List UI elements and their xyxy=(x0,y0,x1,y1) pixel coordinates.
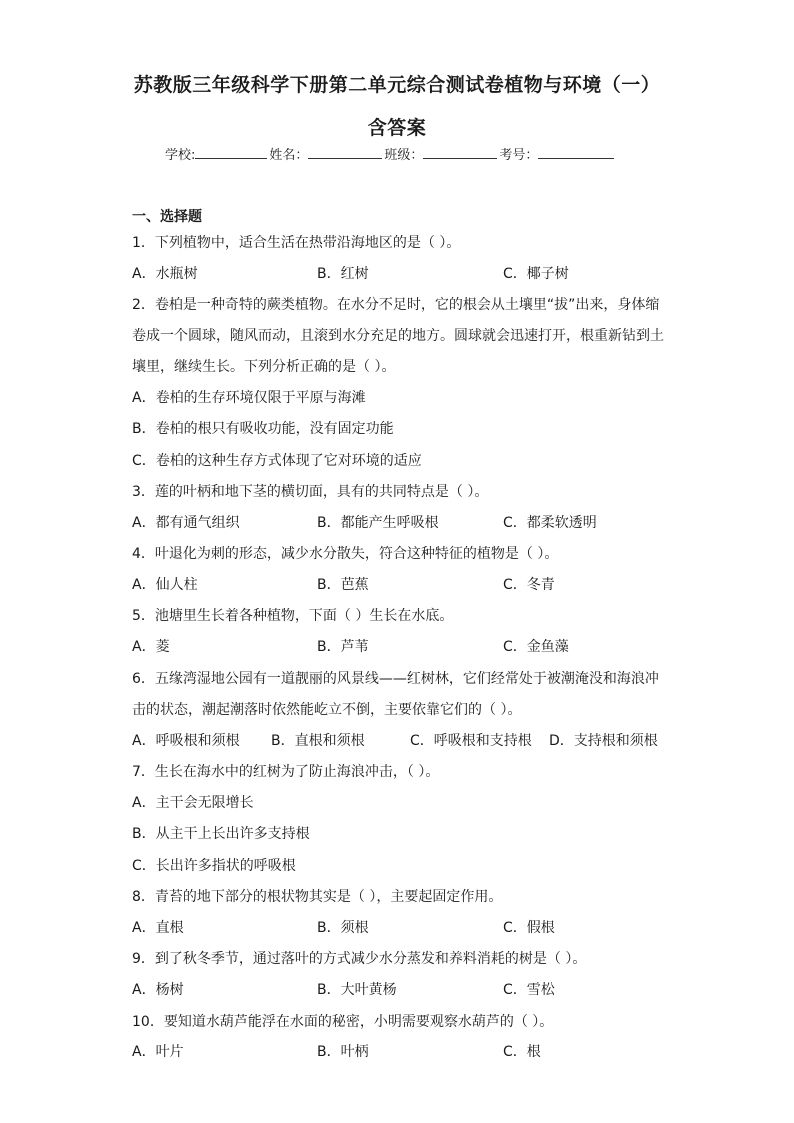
question-stem: 4．叶退化为刺的形态，减少水分散失，符合这种特征的植物是（ ）。 xyxy=(132,546,559,562)
option: B．直根和须根 xyxy=(271,733,365,749)
school-label: 学校: xyxy=(165,148,196,163)
exam-no-blank[interactable] xyxy=(538,144,614,159)
option: A．呼吸根和须根 xyxy=(132,733,240,749)
option: B．都能产生呼吸根 xyxy=(317,515,439,531)
class-label: 班级： xyxy=(384,148,424,163)
option: B．芦苇 xyxy=(317,639,369,655)
exam-no-label: 考号： xyxy=(499,148,539,163)
option: A．仙人柱 xyxy=(132,577,198,593)
option: A．直根 xyxy=(132,920,184,936)
class-blank[interactable] xyxy=(423,144,497,159)
document-subtitle: 含答案 xyxy=(367,117,427,139)
school-blank[interactable] xyxy=(195,144,267,159)
question-stem: 击的状态，潮起潮落时依然能屹立不倒，主要依靠它们的（ ）。 xyxy=(132,702,522,718)
option: B．须根 xyxy=(317,920,369,936)
question-stem: 5．池塘里生长着各种植物，下面（ ）生长在水底。 xyxy=(132,608,454,624)
name-blank[interactable] xyxy=(308,144,382,159)
option: B．从主干上长出许多支持根 xyxy=(132,826,310,842)
option: C．冬青 xyxy=(503,577,555,593)
student-info-row xyxy=(165,144,616,163)
option: B．卷柏的根只有吸收功能，没有固定功能 xyxy=(132,421,394,437)
section-title: 一、选择题 xyxy=(132,209,202,225)
option: A．卷柏的生存环境仅限于平原与海滩 xyxy=(132,390,366,406)
option: B．叶柄 xyxy=(317,1044,369,1060)
option: A．叶片 xyxy=(132,1044,184,1060)
option: C．卷柏的这种生存方式体现了它对环境的适应 xyxy=(132,453,422,469)
option: A．杨树 xyxy=(132,982,184,998)
option: C．根 xyxy=(503,1044,541,1060)
name-label: 姓名： xyxy=(269,148,309,163)
option: C．假根 xyxy=(503,920,555,936)
question-stem: 壤里，继续生长。下列分析正确的是（ ）。 xyxy=(132,359,396,375)
question-stem: 10．要知道水葫芦能浮在水面的秘密，小明需要观察水葫芦的（ ）。 xyxy=(132,1014,554,1030)
option: C．都柔软透明 xyxy=(503,515,597,531)
question-stem: 6．五缘湾湿地公园有一道靓丽的风景线——红树林，它们经常处于被潮淹没和海浪冲 xyxy=(132,671,659,687)
question-stem: 8．青苔的地下部分的根状物其实是（ ），主要起固定作用。 xyxy=(132,889,503,905)
option: B．芭蕉 xyxy=(317,577,369,593)
option: C．长出许多指状的呼吸根 xyxy=(132,858,296,874)
option: B．红树 xyxy=(317,266,369,282)
question-stem: 1．下列植物中，适合生活在热带沿海地区的是（ ）。 xyxy=(132,235,461,251)
option: A．都有通气组织 xyxy=(132,515,240,531)
document-title: 苏教版三年级科学下册第二单元综合测试卷植物与环境（一） xyxy=(133,74,661,96)
option: A．主干会无限增长 xyxy=(132,795,254,811)
option: C．呼吸根和支持根 xyxy=(410,733,532,749)
option: C．椰子树 xyxy=(503,266,569,282)
question-stem: 9．到了秋冬季节，通过落叶的方式减少水分蒸发和养料消耗的树是（ ）。 xyxy=(132,951,587,967)
question-stem: 2．卷柏是一种奇特的蕨类植物。在水分不足时，它的根会从土壤里“拔”出来，身体缩 xyxy=(132,297,660,313)
option: C．金鱼藻 xyxy=(503,639,569,655)
option: A．菱 xyxy=(132,639,170,655)
option: C．雪松 xyxy=(503,982,555,998)
option: A．水瓶树 xyxy=(132,266,198,282)
option: D．支持根和须根 xyxy=(549,733,658,749)
question-stem: 3．莲的叶柄和地下茎的横切面，具有的共同特点是（ ）。 xyxy=(132,484,489,500)
option: B．大叶黄杨 xyxy=(317,982,397,998)
question-stem: 7．生长在海水中的红树为了防止海浪冲击，（ ）。 xyxy=(132,764,440,780)
question-stem: 卷成一个圆球，随风而动，且滚到水分充足的地方。圆球就会迅速打开，根重新钻到土 xyxy=(132,328,664,344)
